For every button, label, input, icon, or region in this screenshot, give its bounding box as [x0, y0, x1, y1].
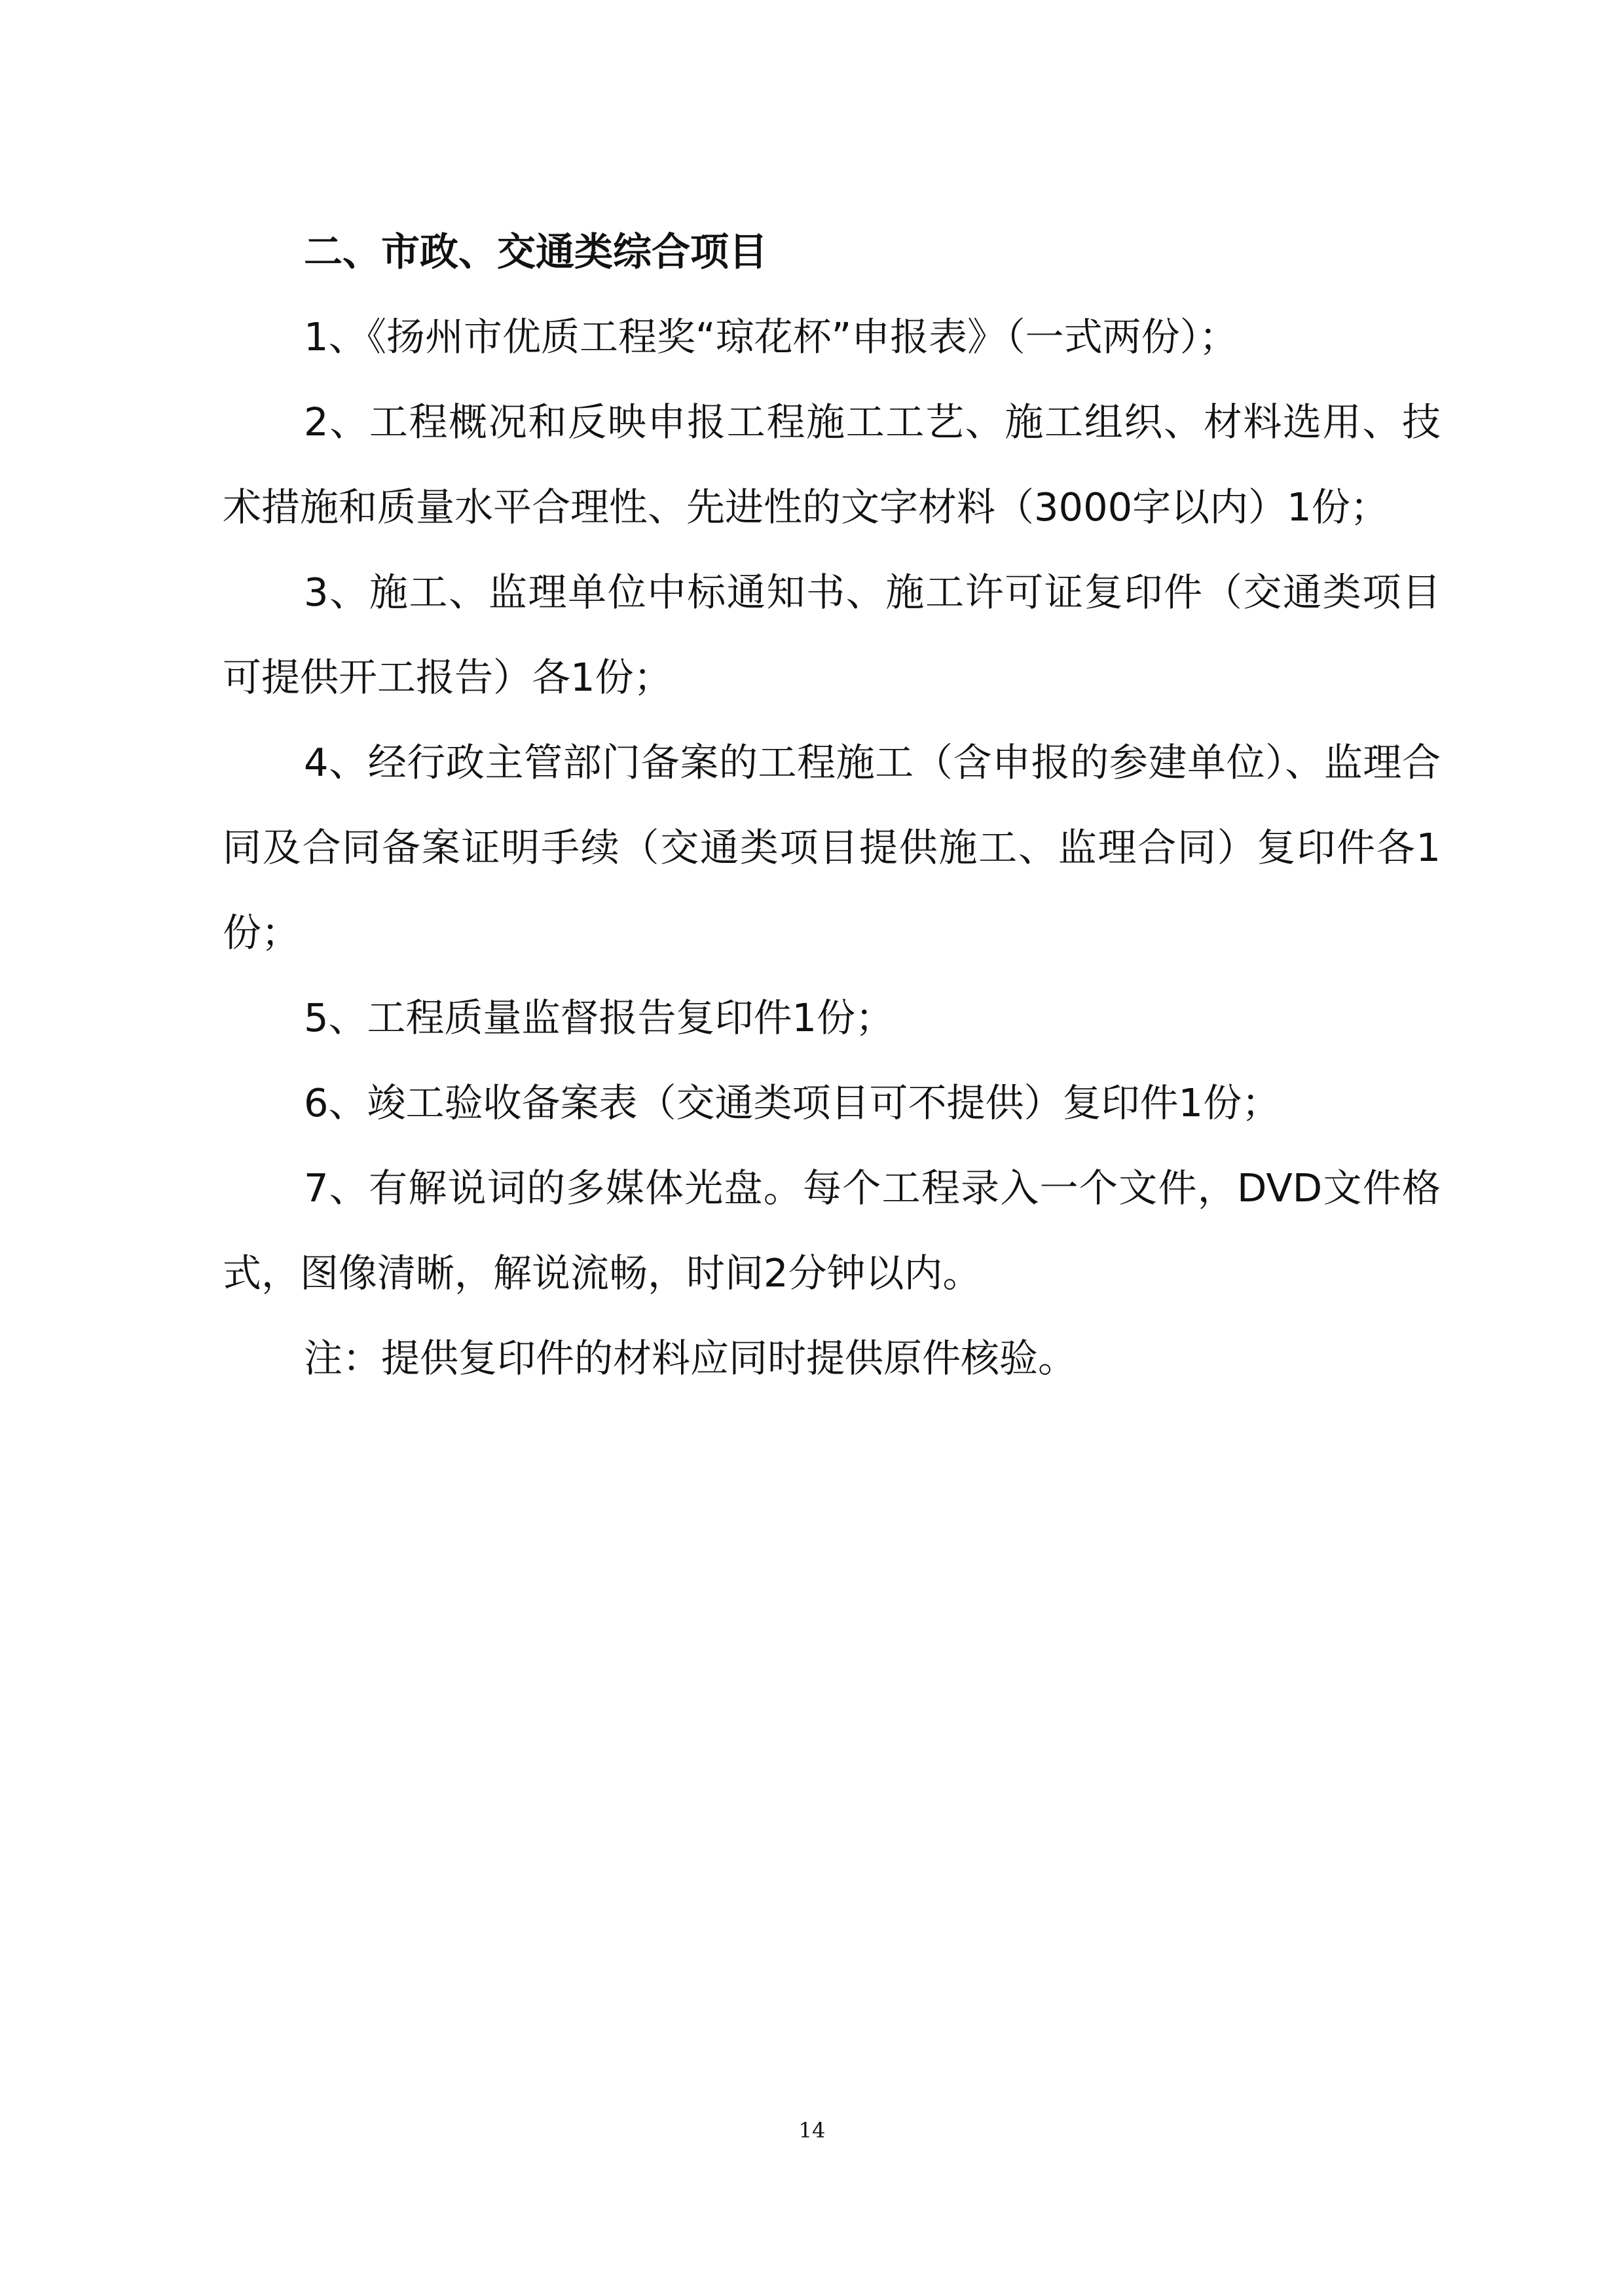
- list-item-2: 2、工程概况和反映申报工程施工工艺、施工组织、材料选用、技术措施和质量水平合理性、先进性的文字材料（3000字以内）1份；: [223, 399, 1441, 530]
- list-item-4: 4、经行政主管部门备案的工程施工（含申报的参建单位）、监理合同及合同备案证明手续（交通类项目提供施工、监理合同）复印件各1份；: [223, 740, 1441, 955]
- document-body: [223, 210, 1441, 1401]
- list-item-7: 7、有解说词的多媒体光盘。每个工程录入一个文件，DVD文件格式，图像清晰，解说流畅，时间2分钟以内。: [223, 1165, 1441, 1296]
- note: 注：提供复印件的材料应同时提供原件核验。: [304, 1336, 1077, 1381]
- list-item-5: 5、工程质量监督报告复印件1份；: [304, 995, 895, 1040]
- list-item-3: 3、施工、监理单位中标通知书、施工许可证复印件（交通类项目可提供开工报告）各1份；: [223, 570, 1441, 700]
- list-item-6: 6、竣工验收备案表（交通类项目可不提供）复印件1份；: [304, 1080, 1281, 1125]
- section-heading: 二、市政、交通类综合项目: [304, 229, 768, 274]
- page-number: 14: [798, 2118, 826, 2143]
- list-item-1: 1、《扬州市优质工程奖“琼花杯”申报表》（一式两份）；: [304, 314, 1238, 359]
